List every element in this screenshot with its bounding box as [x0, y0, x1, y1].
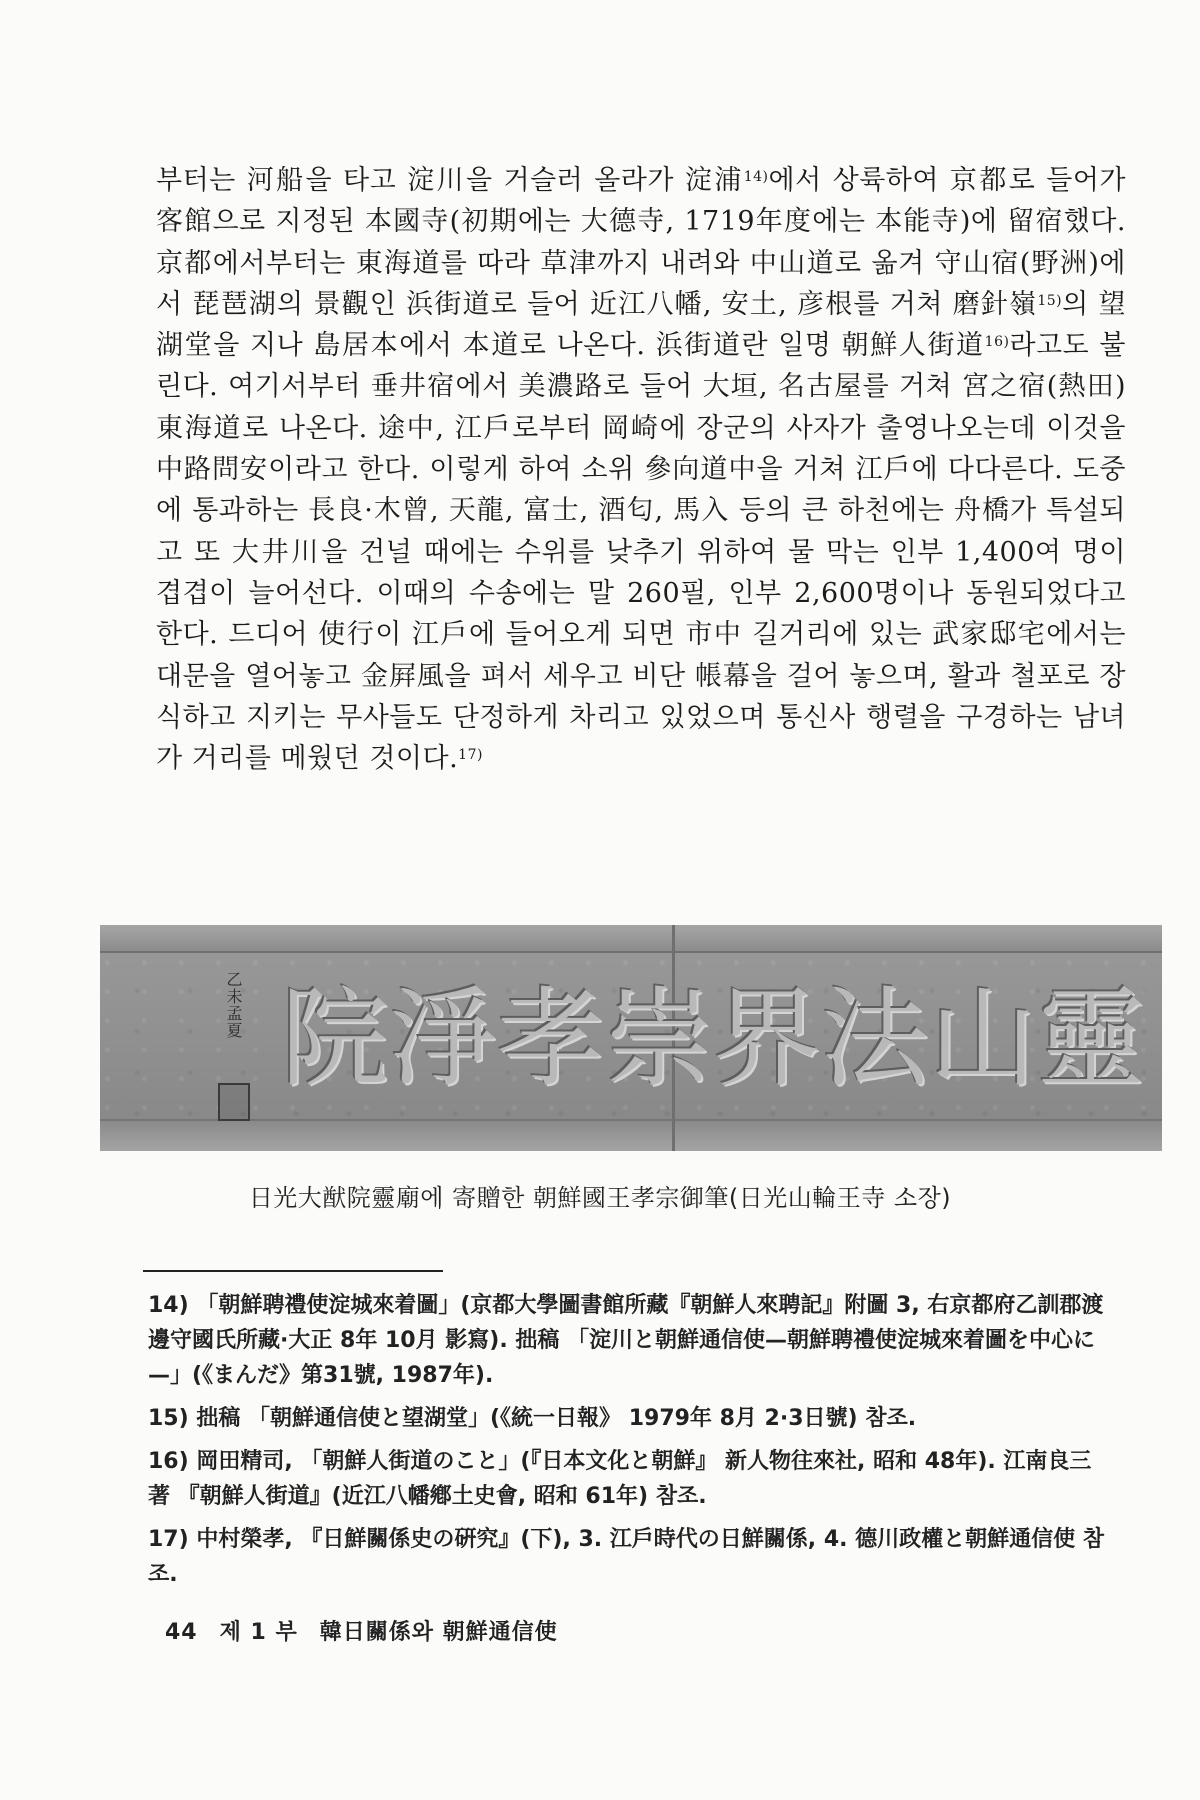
body-text — [156, 160, 1126, 779]
body-text-part-4: 라고도 불린다. 여기서부터 垂井宿에서 美濃路로 들어 大垣, 名古屋를 거쳐 宮之宿(熱田) 東海道로 나온다. 途中, 江戶로부터 岡崎에 장군의 사자가 출영나오는데 이것을 中路問安이라고 한다. 이렇게 하여 소위 參向道中을 거쳐 江戶에 다다른다. 도중에 통과하는 長良·木曾, 天龍, 富士, 酒匂, 馬入 등의 큰 하천에는 舟橋가 특설되고 또 大井川을 건널 때에는 수위를 낮추기 위하여 물 막는 인부 1,400여 명이 겹겹이 늘어선다. 이때의 수송에는 말 260필, 인부 2,600명이나 동원되었다고 한다. 드디어 使行이 江戶에 들어오게 되면 市中 길거리에 있는 武家邸宅에서는 대문을 열어놓고 金屛風을 펴서 세우고 비단 帳幕을 걸어 놓으며, 활과 철포로 장식하고 지키는 무사들도 단정하게 차리고 있었으며 통신사 행렬을 구경하는 남녀가 거리를 메웠던 것이다. — [156, 330, 1126, 775]
plaque-char: 山 — [929, 977, 1038, 1102]
footnote-ref-17: 17) — [458, 747, 483, 764]
page-footer — [165, 1615, 580, 1646]
footnotes — [148, 1288, 1108, 1600]
plaque-char: 界 — [713, 977, 822, 1102]
footnote-15: 15) 拙稿 「朝鮮通信使と望湖堂」(《統一日報》 1979年 8月 2·3日號) 참조. — [148, 1406, 917, 1431]
plaque-frame-top — [100, 925, 1162, 953]
footnote-ref-15: 15) — [1037, 292, 1063, 309]
footnote-divider — [143, 1270, 443, 1272]
plaque-characters — [281, 970, 1146, 1110]
plaque-char: 院 — [281, 977, 390, 1102]
body-text-part-2: 에서 상륙하여 京都로 들어가 客館으로 지정된 本國寺(初期에는 大德寺, 1719年度에는 本能寺)에 留宿했다. 京都에서부터는 東海道를 따라 草津까지 내려와 中山道로 옮겨 守山宿(野洲)에서 琵琶湖의 景觀인 浜街道로 들어 近江八幡, 安土, 彦根를 거쳐 磨針嶺 — [156, 165, 1127, 320]
plaque-frame-bottom — [100, 1119, 1162, 1151]
figure-caption: 日光大猷院靈廟에 寄贈한 朝鮮國王孝宗御筆(日光山輪王寺 소장) — [248, 1184, 952, 1212]
part-label: 제 1 부 — [219, 1620, 298, 1645]
plaque-inscription — [216, 971, 248, 1131]
footnote-16: 16) 岡田精司, 「朝鮮人街道のこと」(『日本文化と朝鮮』 新人物往來社, 昭和 48年). 江南良三 著 『朝鮮人街道』(近江八幡鄕土史會, 昭和 61年) 참조. — [148, 1449, 1092, 1509]
footnote-17: 17) 中村榮孝, 『日鮮關係史の硏究』(下), 3. 江戶時代の日鮮關係, 4. 德川政權と朝鮮通信使 참조. — [148, 1527, 1105, 1587]
plaque-inscription-text: 乙未孟夏 — [224, 971, 243, 1039]
plaque-char: 法 — [821, 977, 930, 1102]
plaque-char: 崇 — [605, 977, 714, 1102]
footnote-ref-16: 16) — [984, 334, 1010, 351]
plaque-char: 靈 — [1037, 977, 1146, 1102]
body-text-part-3: 의 望湖堂을 지나 島居本에서 本道로 나온다. 浜街道란 일명 朝鮮人街道 — [156, 288, 1126, 362]
body-text-part-1: 부터는 河船을 타고 淀川을 거슬러 올라가 淀浦 — [156, 165, 744, 196]
plaque-photo — [100, 925, 1162, 1151]
book-title: 韓日關係와 朝鮮通信使 — [319, 1620, 558, 1645]
page-number: 44 — [165, 1620, 198, 1645]
footnote-14: 14) 「朝鮮聘禮使淀城來着圖」(京都大學圖書館所藏『朝鮮人來聘記』附圖 3, 右京都府乙訓郡渡邊守國氏所藏·大正 8年 10月 影寫). 拙稿 「淀川と朝鮮通信使—朝鮮聘禮使淀城來着圖を中心に—」(《まんだ》第31號, 1987年). — [148, 1293, 1104, 1388]
seal-stamp-icon — [218, 1083, 250, 1121]
plaque-char: 淨 — [389, 977, 498, 1102]
body-paragraph — [156, 160, 1126, 779]
plaque-char: 孝 — [497, 977, 606, 1102]
footnote-ref-14: 14) — [743, 169, 769, 185]
